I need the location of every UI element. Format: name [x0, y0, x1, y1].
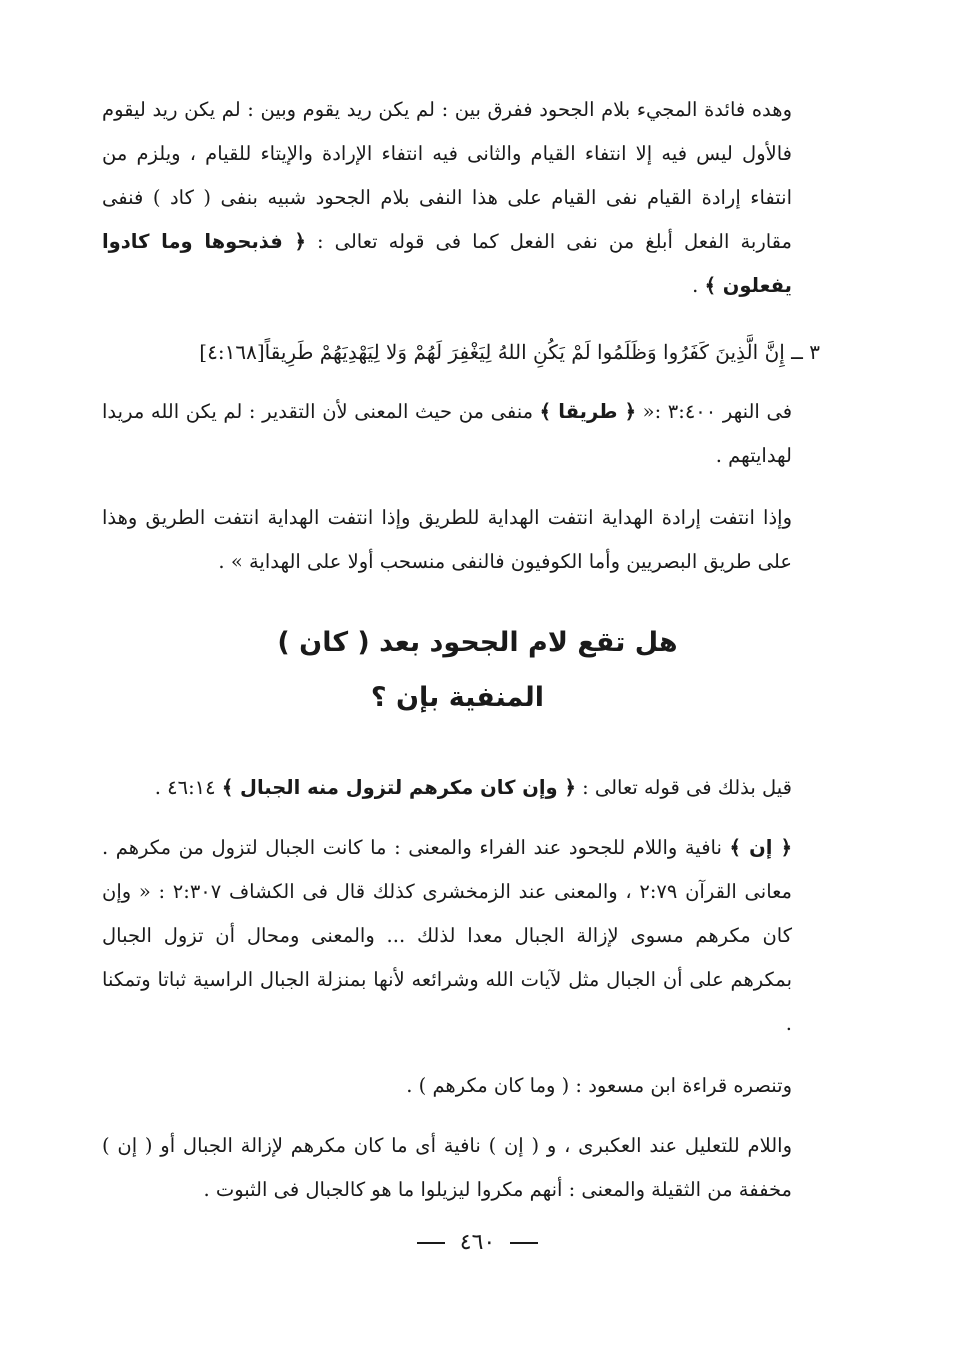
quran-quote: ﴿ إن ﴾ [729, 836, 793, 859]
paragraph-end: . [692, 274, 699, 297]
paragraph-ukbari: واللام للتعليل عند العكبرى ، و ( إن ) نافية أى ما كان مكرهم لإزالة الجبال أو ( إن ) مخففة من الثقيلة والمعنى : أنهم مكروا ليزيلوا ما هو كالجبال فى الثبوت . [102, 1134, 792, 1201]
section-heading-line1: هل تقع لام الجحود بعد ( كان ) [277, 627, 678, 658]
quran-quote: ﴿ طريقا ﴾ [539, 400, 637, 423]
verse-reference: ٤٦:١٤ . [154, 776, 216, 799]
citation-start: فى النهر ٣:٤٠٠ :« [642, 400, 793, 423]
footer-dash-right [510, 1242, 538, 1244]
paragraph-in-nafiya [102, 826, 820, 1046]
quran-quote: ﴿ وإن كان مكرهم لتزول منه الجبال ﴾ [221, 776, 576, 799]
paragraph-verse-mention [102, 766, 820, 810]
paragraph-text: قيل بذلك فى قوله تعالى : [582, 776, 792, 799]
paragraph-lam-al-juhud-benefit [102, 88, 820, 308]
paragraph-hidaya: وإذا انتفت إرادة الهداية انتفت الهداية للطريق وإذا انتفت الهداية انتفت الطريق وهذا على طريق البصريين وأما الكوفيون فالنفى منسحب أولا على الهداية » . [102, 506, 792, 573]
paragraph-ibn-masud: وتنصره قراءة ابن مسعود : ( وما كان مكرهم ) . [406, 1074, 792, 1097]
paragraph-text: نافية واللام للجحود عند الفراء والمعنى : ما كانت الجبال لتزول من مكرهم . معانى القرآن ٢:٧٩ ، والمعنى عند الزمخشرى كذلك قال فى الكشاف ٢:٣٠٧ : « وإن كان مكرهم مسوى لإزالة الجبال معدا لذلك ... والمعنى ومحال أن تزول الجبال بمكرهم على أن الجبال مثل لآيات الله وشرائعه لأنها بمنزلة الجبال الراسية ثباتا وتمكنا . [102, 836, 792, 1035]
section-heading-line2: المنفية بإن ؟ [370, 682, 545, 713]
paragraph-text: وهده فائدة المجيء بلام الجحود ففرق بين : لم يكن ريد يقوم وبين : لم يكن ريد ليقوم فالأول ليس فيه إلا انتفاء القيام والثانى فيه انتفاء الإرادة والإيتاء للقيام ، ويلزم من انتفاء إرادة القيام نفى القيام على هذا النفى بلام الجحود شبيه بنفى ( كاد ) فنفى مقاربة الفعل أبلغ من نفى الفعل كما فى قوله تعالى : [102, 98, 792, 253]
page-number: ٤٦٠ [459, 1230, 496, 1255]
quran-quote: ﴿ فذبحوها وما كادوا يفعلون ﴾ [102, 230, 792, 297]
paragraph-text: منفى من حيث المعنى لأن التقدير : لم يكن الله مريدا لهدايتهم . [102, 400, 792, 467]
paragraph-nahr-citation [102, 390, 820, 478]
page-footer [0, 1230, 955, 1255]
verse-example-3: ٣ ــ إِنَّ الَّذِينَ كَفَرُوا وَظَلَمُوا لَمْ يَكُنِ اللهُ لِيَغْفِرَ لَهُمْ وَلا لِيَهْدِيَهُمْ طَرِيقاً[٤:١٦٨] [199, 340, 820, 364]
footer-dash-left [417, 1242, 445, 1244]
